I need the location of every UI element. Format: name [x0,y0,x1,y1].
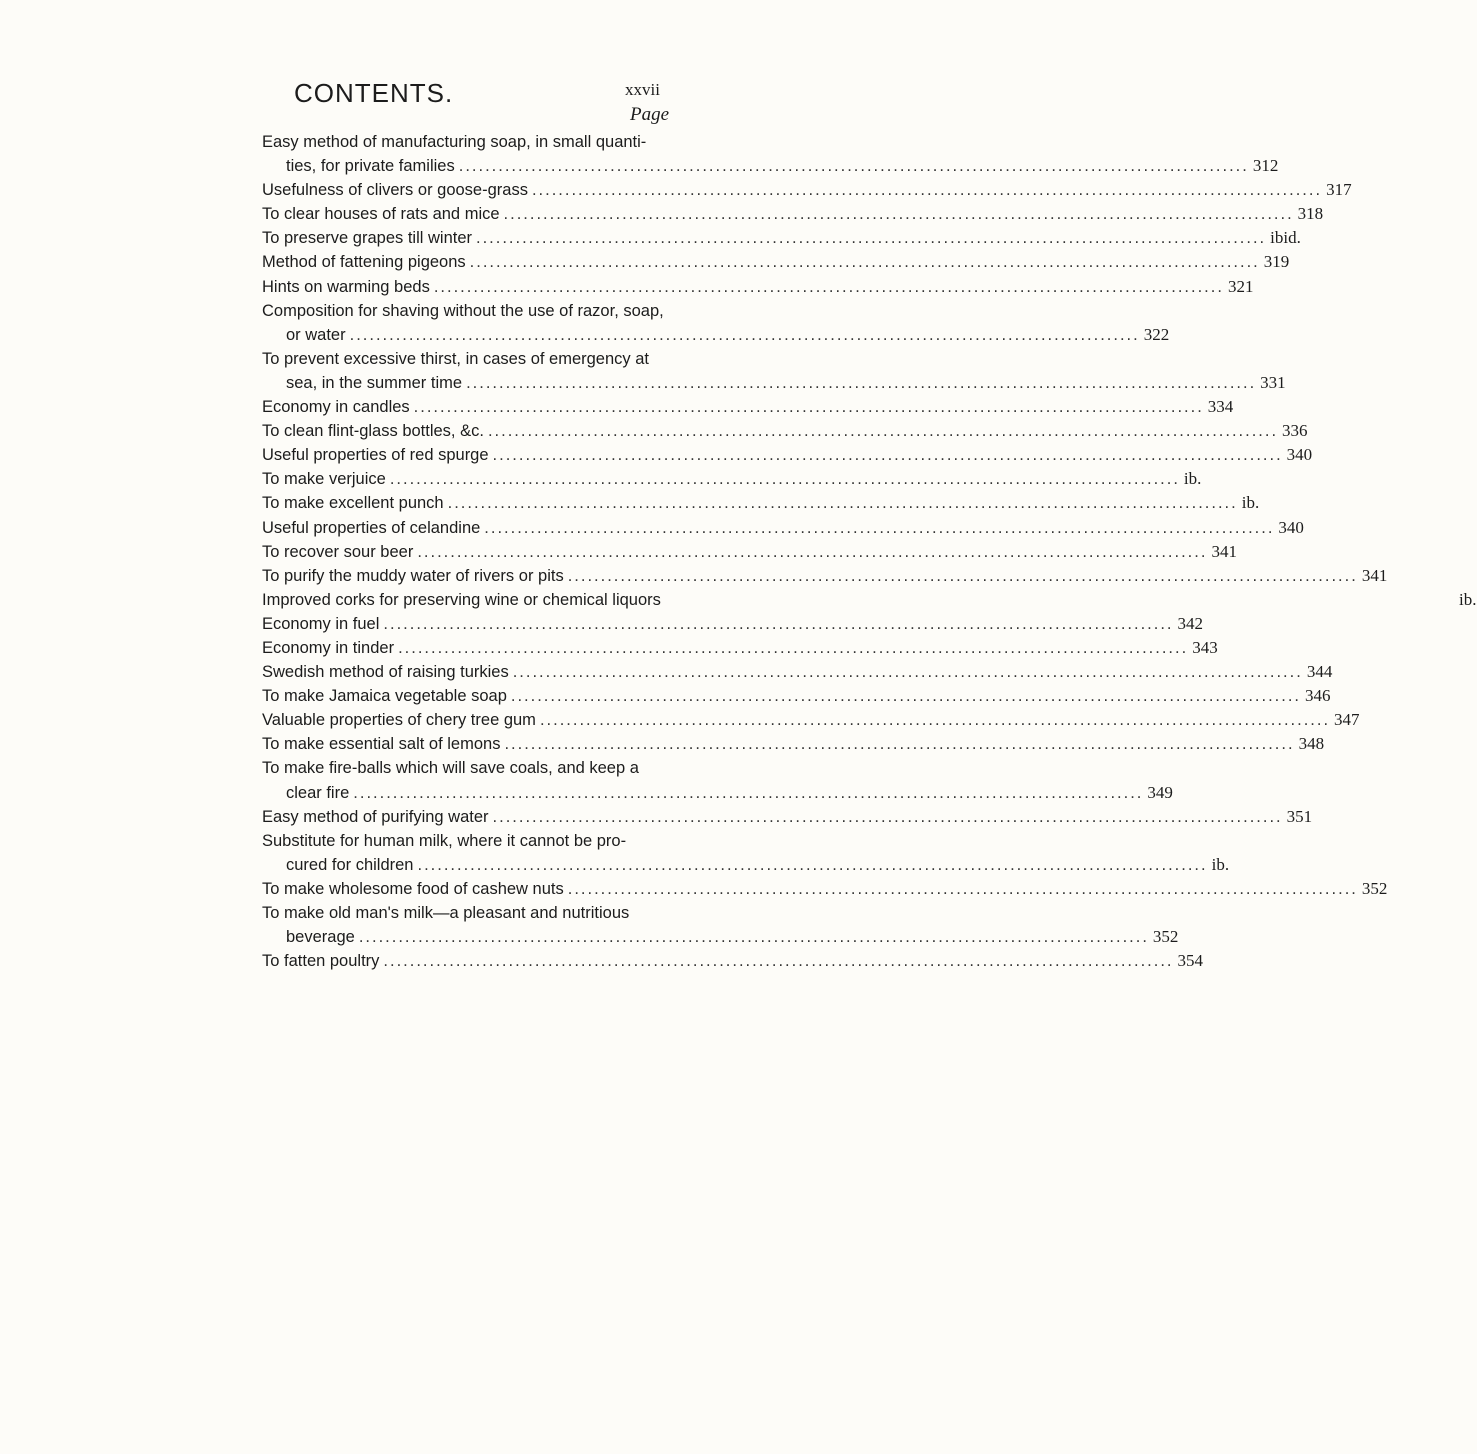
entry-page-number: ib. [1211,854,1230,874]
entry-title: Hints on warming beds [262,277,430,296]
entry-title: To make Jamaica vegetable soap [262,687,507,706]
entry-title: Method of fattening pigeons [262,253,466,272]
entry-leader-line [262,949,1204,973]
entry-title-line: To prevent excessive thirst, in cases of emergency at [262,349,650,368]
dot-leader [493,446,1283,464]
entry-title: Usefulness of clivers or goose-grass [262,181,528,200]
dot-leader [513,663,1303,681]
entry-page-number: 352 [1361,878,1388,898]
entry-leader-line [262,732,1325,756]
entry-leader-line [262,564,1388,588]
entry-page-number: 322 [1143,324,1170,344]
entry-leader-line [262,781,1173,805]
entry-title: Economy in candles [262,398,410,417]
entry-title: To fatten poultry [262,952,380,971]
dot-leader [417,856,1207,874]
entry-title: Useful properties of red spurge [262,446,489,465]
contents-entry [262,805,1313,829]
entry-page-number: 344 [1306,662,1333,682]
running-title: CONTENTS. [294,78,454,108]
entry-title: To make excellent punch [262,494,444,513]
entry-leader-line [262,226,1301,250]
entry-page-number: 336 [1282,421,1308,441]
entry-page-number: ib. [1241,493,1260,513]
entry-page-number: 319 [1263,252,1290,272]
entry-leader-line [262,395,1234,419]
dot-leader [417,543,1207,561]
entry-page-number: 331 [1260,372,1286,392]
contents-entry [262,660,1333,684]
contents-entry [262,636,1218,660]
entry-leader-line [262,588,1477,612]
entry-leader-line [262,419,1308,443]
entry-title: Economy in fuel [262,614,380,633]
entry-title: To clear houses of rats and mice [262,205,500,224]
entry-page-number: ib. [1459,589,1477,609]
contents-entry [262,395,1234,419]
entry-title-line: To make old man's milk—a pleasant and nutritious [262,904,630,922]
entry-title: Improved corks for preserving wine or chemical liquors [262,590,661,609]
dot-leader [484,519,1274,537]
dot-leader [359,928,1149,946]
dot-leader [390,470,1180,488]
entry-leader-line [262,154,1279,178]
entry-page-number: 348 [1298,734,1325,754]
entry-leader-line [262,323,1170,347]
entry-leader-line [262,202,1324,226]
entry-page-number: 340 [1286,445,1313,465]
entry-page-number: 352 [1152,927,1179,947]
entry-leader-line [262,612,1204,636]
entry-title-line: Substitute for human milk, where it cannot be pro- [262,831,627,850]
contents-entry [262,419,1308,443]
dot-leader [532,181,1322,199]
dot-leader [448,494,1238,512]
contents-entry [262,178,1352,202]
running-head [0,78,800,114]
entry-title: clear fire [286,783,350,802]
entry-leader-line [262,540,1237,564]
entry-title: To make verjuice [262,470,386,489]
entry-title: To preserve grapes till winter [262,229,473,248]
entry-page-number: ib. [1183,469,1202,489]
contents-entry [262,130,1279,178]
entry-page-number: 317 [1326,180,1352,200]
contents-entry [262,612,1204,636]
entry-title-line: Composition for shaving without the use of razor, soap, [262,301,664,320]
dot-leader [493,808,1283,826]
entry-title: To recover sour beer [262,542,414,561]
dot-leader [540,711,1330,729]
entry-leader-line [262,467,1202,491]
dot-leader [353,784,1143,802]
entry-leader-line [262,275,1254,299]
entry-title: To make wholesome food of cashew nuts [262,879,564,898]
entry-leader-line [262,250,1290,274]
dot-leader [350,326,1140,344]
entry-title: beverage [286,928,355,947]
entry-title: To purify the muddy water of rivers or pits [262,566,564,585]
contents-entry [262,491,1260,515]
dot-leader [568,880,1358,898]
page-number: xxvii [625,80,660,99]
entry-title: Easy method of purifying water [262,807,489,826]
entry-title: sea, in the summer time [286,373,463,392]
contents-entry [262,275,1254,299]
dot-leader [466,374,1256,392]
dot-leader [568,567,1358,585]
entry-leader-line [262,925,1179,949]
entry-title: Swedish method of raising turkies [262,663,509,682]
dot-leader [383,615,1173,633]
entry-page-number: 349 [1147,782,1173,802]
contents-entry [262,516,1304,540]
contents-entry [262,226,1301,250]
entry-page-number: 340 [1278,517,1304,537]
entry-page-number: 347 [1334,710,1360,730]
contents-entry [262,347,1286,395]
dot-leader [504,205,1294,223]
entry-page-number: 318 [1297,204,1324,224]
dot-leader [383,952,1173,970]
contents-entry [262,756,1173,804]
entry-title: Economy in tinder [262,638,395,657]
contents-entry [262,299,1170,347]
contents-entry [262,202,1324,226]
entry-leader-line [262,684,1331,708]
entry-page-number: 346 [1305,686,1331,706]
contents-entry [262,443,1313,467]
page-column-label: Page [630,104,670,125]
entry-page-number: 351 [1286,806,1313,826]
contents-entry [262,250,1290,274]
entry-leader-line [262,371,1286,395]
entry-title: cured for children [286,855,414,874]
entry-leader-line [262,516,1304,540]
contents-entry [262,588,1477,612]
entry-title: To make essential salt of lemons [262,735,501,754]
dot-leader [398,639,1188,657]
entry-leader-line [262,805,1313,829]
dot-leader [504,735,1294,753]
entry-page-number: 341 [1211,541,1237,561]
contents-entry [262,708,1360,732]
dot-leader [414,398,1204,416]
entry-title: or water [286,325,346,344]
entry-title: ties, for private families [286,157,455,176]
dot-leader [511,687,1301,705]
entry-page-number: 312 [1252,156,1279,176]
contents-list [262,130,1477,973]
contents-entry [262,877,1388,901]
entry-leader-line [262,853,1230,877]
entry-page-number: ibid. [1270,228,1301,248]
contents-entry [262,949,1204,973]
contents-entry [262,684,1331,708]
entry-title: Valuable properties of chery tree gum [262,711,536,730]
contents-entry [262,540,1237,564]
contents-entry [262,829,1230,877]
entry-title-line: Easy method of manufacturing soap, in small quanti- [262,133,647,151]
dot-leader [488,422,1278,440]
entry-leader-line [262,178,1352,202]
dot-leader [476,229,1266,247]
dot-leader [470,253,1260,271]
entry-page-number: 343 [1192,637,1218,657]
entry-title: Useful properties of celandine [262,518,481,537]
entry-page-number: 354 [1177,951,1204,971]
entry-title: To clean flint-glass bottles, &c. [262,422,484,441]
entry-page-number: 321 [1227,276,1254,296]
contents-entry [262,467,1202,491]
entry-page-number: 341 [1361,565,1388,585]
contents-entry [262,901,1179,949]
entry-page-number: 334 [1207,397,1234,417]
contents-entry [262,732,1325,756]
contents-entry [262,564,1388,588]
entry-leader-line [262,443,1313,467]
entry-page-number: 342 [1177,613,1204,633]
dot-leader [434,278,1224,296]
entry-leader-line [262,660,1333,684]
dot-leader [459,157,1249,175]
entry-leader-line [262,636,1218,660]
entry-leader-line [262,877,1388,901]
entry-leader-line [262,491,1260,515]
entry-title-line: To make fire-balls which will save coals, and keep a [262,759,639,778]
entry-leader-line [262,708,1360,732]
